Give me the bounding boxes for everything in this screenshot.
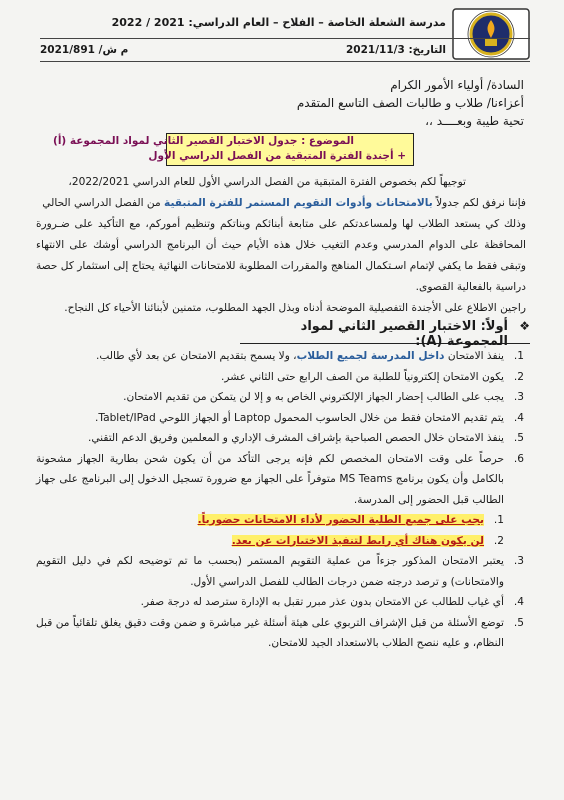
intro-line-2: فإننا نرفق لكم جدولاً بالامتحانات وأدوات التقويم المستمر للفترة المتبقية من الفصل الدراسي الحالي [42, 197, 526, 209]
intro-closing: راجين الاطلاع على الأجندة التفصيلية الموضحة أدناه وبذل الجهد المطلوب، متمنين لأبنائنا الأحياء كل النجاح. [64, 302, 526, 314]
header-divider-bottom [40, 61, 530, 62]
intro-body: وذلك كي يستعد الطلاب لها ولمساعدتكم على متابعة أبنائكم وبناتكم وتنظيم أموركم، مع التأكيد على ضـرورة المحافظة على الدوام المدرسي وعدم التغيب خلال هذه الأيام حيث أن البرنامج الدراسي أوشك على الانتهاء وتبقى فقط ما يكفي لإتمام اسـتكمال المناهج والمقررات المطلوبة للامتحانات النهائية يحتاج إلى استثمار كل حصة دراسية بالفعالية القصوى. [36, 218, 526, 293]
list-item: 4. أي غياب للطالب عن الامتحان بدون عذر مبرر تقبل به الإدارة سترصد له درجة صفر. [140, 596, 524, 608]
list-item: 4. يتم تقديم الامتحان فقط من خلال الحاسوب المحمول Laptop أو الجهاز اللوحي Tablet/IPad. [94, 411, 524, 424]
salutation-greeting: تحية طيبة وبعــــد ،، [425, 114, 524, 128]
school-header: مدرسة الشعلة الخاصة – الفلاح – العام الدراسي: 2021 / 2022 [111, 16, 446, 29]
section-title: أولاً: الاختبار القصير الثاني لمواد المجموعة (A): [300, 319, 508, 349]
section-heading [240, 317, 530, 349]
attendance-notice: يجب على جميع الطلبة الحضور لأداء الامتحانات حضورياً. [197, 514, 484, 526]
subject-line-2: + أجندة الفترة المتبقية من الفصل الدراسي الأول [148, 150, 406, 162]
list-item: 5. توضع الأسئلة من قبل الإشراف التربوي على هيئة أسئلة غير مباشرة و ضمن وقت دقيق يغلق تلقائياً من قبل النظام، و عليه ننصح الطلاب بالاستعداد الجيد للامتحان. [36, 616, 524, 649]
list-item: 1. ينفذ الامتحان داخل المدرسة لجميع الطلاب، ولا يسمح بتقديم الامتحان عن بعد لأي طالب. [95, 350, 524, 362]
list-item: 3. يعتبر الامتحان المذكور جزءاً من عملية التقويم المستمر (بحسب ما تم توضيحه لكم في دليل التقويم والامتحانات) و ترصد درجته ضمن درجات الطالب للفصل الدراسي الأول. [36, 555, 524, 588]
diamond-bullet-icon: ❖ [519, 319, 530, 333]
intro-paragraph [36, 172, 526, 319]
salutation-parents: السادة/ أولياء الأمور الكرام [390, 78, 524, 92]
letter-date: التاريخ: 2021/11/3 [346, 44, 446, 56]
no-remote-notice: لن يكون هناك أي رابط لتنفيذ الاختبارات عن بعد. [231, 534, 484, 547]
sub-list-item: 2. لن يكون هناك أي رابط لتنفيذ الاختبارات عن بعد. [231, 534, 504, 547]
list-item: 6. حرصاً على وقت الامتحان المخصص لكم فإنه يرجى التأكد من أن يكون شحن بطارية الجهاز مشحونة بالكامل وأن يكون برنامج MS Teams متوفراً على الجهاز مع ضرورة تسجيل الدخول إلى البرنامج على جهاز الطالب قبل الحضور إلى المدرسة. [36, 452, 524, 506]
subject-line-1: الموضوع : جدول الاختبار القصير الثاني لمواد المجموعة (أ) [53, 135, 354, 147]
assessment-phrase: بالامتحانات وأدوات التقويم المستمر للفترة المتبقية [164, 197, 433, 209]
onsite-phrase: داخل المدرسة لجميع الطلاب [296, 350, 445, 362]
list-item: 3. يجب على الطالب إحضار الجهاز الإلكتروني الخاص به و إلا لن يتمكن من تقديم الامتحان. [123, 391, 524, 403]
instructions-list [36, 346, 524, 654]
header-divider [40, 38, 530, 39]
sub-list-item: 1. يجب على جميع الطلبة الحضور لأداء الامتحانات حضورياً. [197, 514, 504, 526]
school-logo-icon [452, 8, 530, 60]
list-item: 2. يكون الامتحان إلكترونياً للطلبة من الصف الرابع حتى الثاني عشر. [221, 370, 524, 383]
list-item: 5. ينفذ الامتحان خلال الحصص الصباحية بإشراف المشرف الإداري و المعلمين وفريق الدعم التقني. [87, 432, 524, 444]
reference-number: م ش/ 2021/891 [40, 44, 129, 56]
salutation-students: أعزاءنا/ طلاب و طالبات الصف التاسع المتقدم [296, 96, 524, 110]
intro-line-1: توجيهاً لكم بخصوص الفترة المتبقية من الفصل الدراسي الأول للعام الدراسي 2022/2021، [68, 176, 466, 188]
